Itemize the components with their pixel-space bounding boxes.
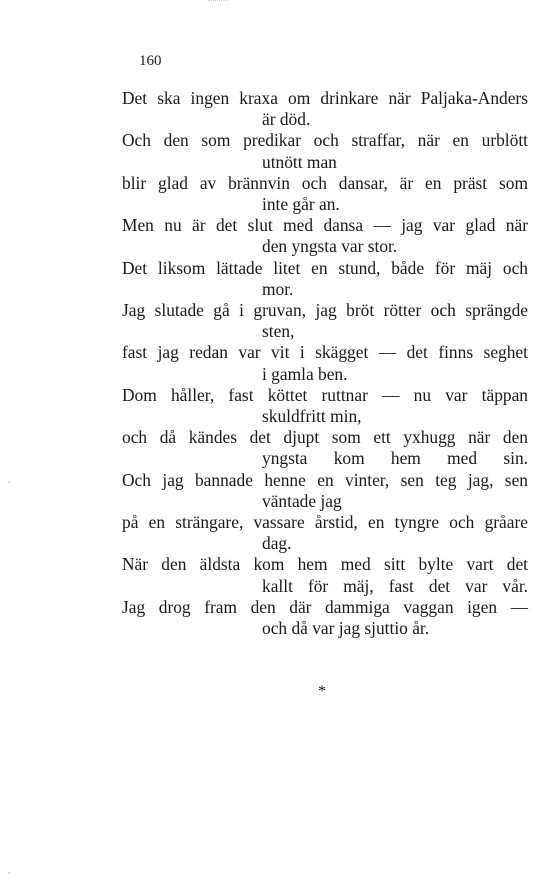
verse-line: [122, 300, 528, 342]
verse-line: [122, 88, 528, 130]
verse-first-line: Jag slutade gå i gruvan, jag bröt rötter och sprängde: [122, 300, 528, 321]
verse-line: [122, 130, 528, 172]
verse-continuation: kallt för mäj, fast det var vår.: [262, 575, 528, 596]
verse-line: [122, 427, 528, 469]
verse-first-line: Dom håller, fast köttet ruttnar — nu var täppan: [122, 384, 528, 405]
verse-line: [122, 554, 528, 596]
verse-continuation: och då var jag sjuttio år.: [262, 618, 430, 639]
verse-continuation: skuldfritt min,: [262, 406, 362, 427]
verse-continuation: sten,: [262, 321, 295, 342]
verse-first-line: Men nu är det slut med dansa — jag var glad när: [122, 215, 528, 236]
verse-line: [122, 470, 528, 512]
verse-line: [122, 597, 528, 639]
verse-first-line: När den äldsta kom hem med sitt bylte vart det: [122, 554, 528, 575]
verse-first-line: Och den som predikar och straffar, när en urblött: [122, 130, 528, 151]
verse-continuation: dag.: [262, 533, 292, 554]
verse-continuation: mor.: [262, 278, 294, 299]
verse-first-line: och då kändes det djupt som ett yxhugg när den: [122, 427, 528, 448]
verse-continuation: i gamla ben.: [262, 363, 348, 384]
verse-line: [122, 258, 528, 300]
verse-first-line: Och jag bannade henne en vinter, sen teg jag, sen: [122, 469, 528, 490]
verse-continuation: yngsta kom hem med sin.: [262, 448, 528, 469]
verse-first-line: Det ska ingen kraxa om drinkare när Paljaka-Anders: [122, 88, 528, 108]
verse-line: [122, 385, 528, 427]
verse-line: [122, 512, 528, 554]
verse-first-line: blir glad av brännvin och dansar, är en präst som: [122, 172, 528, 193]
page-edge-artifact: [208, 0, 228, 2]
verse-first-line: fast jag redan var vit i skägget — det finns seghet: [122, 342, 528, 363]
verse-first-line: Jag drog fram den där dammiga vaggan igen —: [122, 596, 528, 617]
verse-line: [122, 215, 528, 257]
verse-first-line: på en strängare, vassare årstid, en tyngre och gråare: [122, 512, 528, 533]
page-edge-artifact: [8, 481, 10, 483]
verse-continuation: väntade jag: [262, 490, 342, 511]
verse-first-line: Det liksom lättade litet en stund, både för mäj och: [122, 257, 528, 278]
verse-continuation: den yngsta var stor.: [262, 236, 398, 257]
section-ornament: *: [318, 683, 326, 700]
page-number: 160: [139, 53, 162, 69]
page-edge-artifact: [8, 872, 10, 874]
poem-text: [122, 88, 528, 639]
verse-line: [122, 342, 528, 384]
verse-continuation: är död.: [262, 109, 311, 130]
verse-line: [122, 173, 528, 215]
verse-continuation: inte går an.: [262, 194, 340, 215]
verse-continuation: utnött man: [262, 151, 337, 172]
